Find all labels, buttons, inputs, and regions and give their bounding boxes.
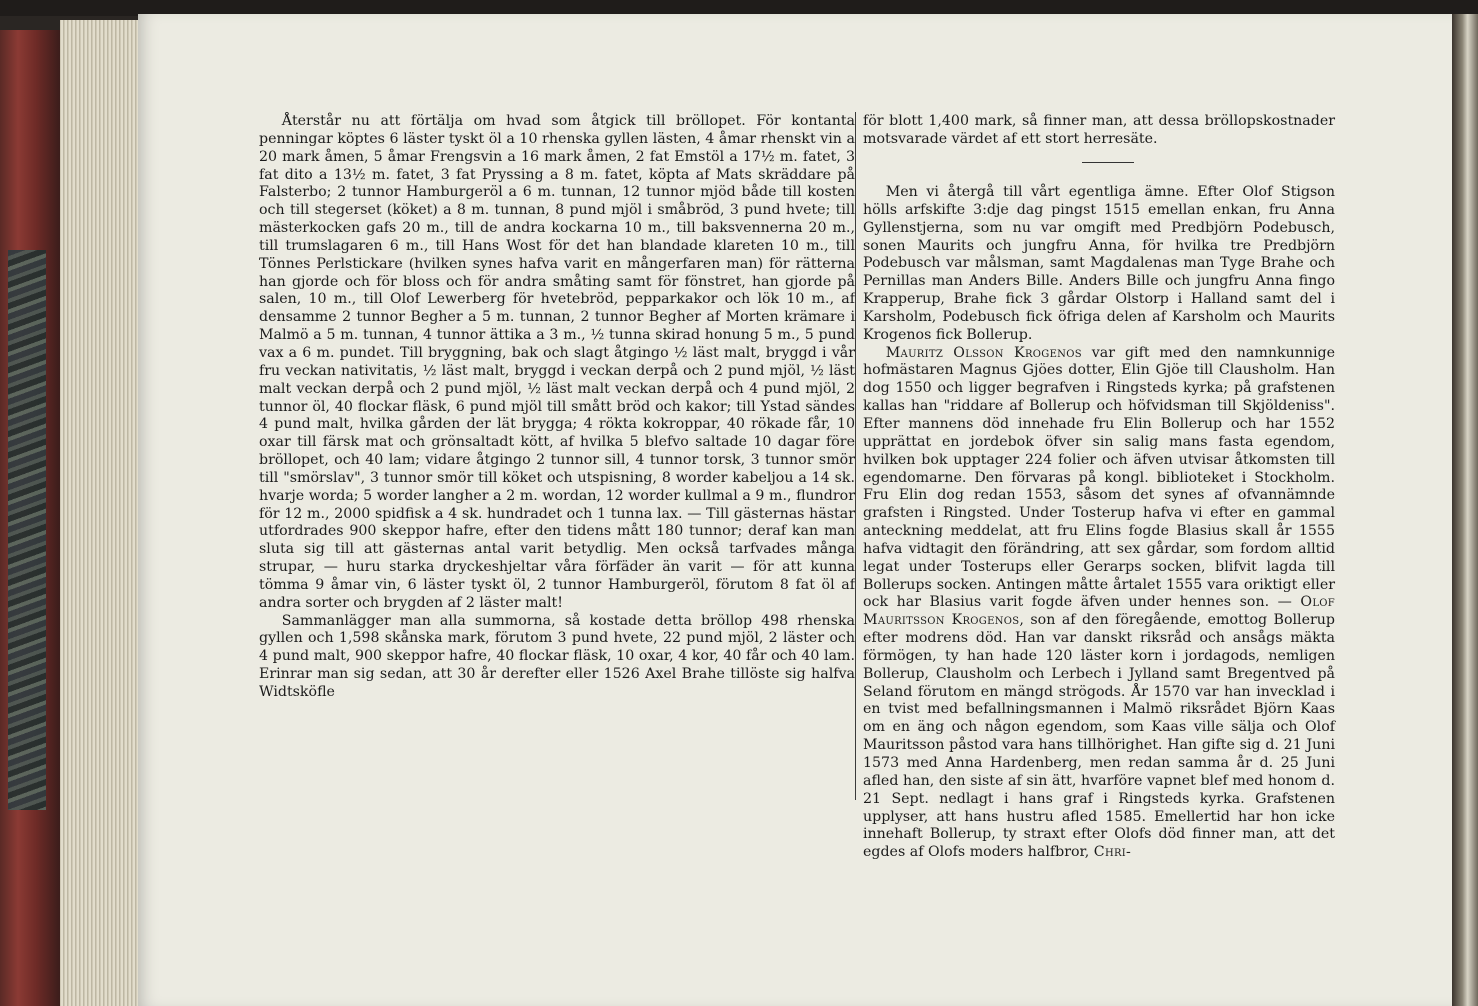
page-edges [60,20,150,1006]
section-rule [1082,162,1134,163]
marbled-endpaper [8,250,46,810]
left-text-column [259,113,855,702]
paragraph-inheritance: Men vi återgå till vårt egentliga ämne. Efter Olof Stigson hölls arfskifte 3:dje dag pingst 1515 emellan enkan, fru Anna Gyllenstjerna, som nu var omgift med Predbjörn Podebusch, sonen Maurits och jungfru Anna, för hvilka tre Predbjörn Podebusch var målsman, samt Magdalenas man Tyge Brahe och Pernillas man Anders Bille. Anders Bille och jungfru Anna fingo Krapperup, Brahe fick 3 gårdar Olstorp i Halland samt del i Karsholm, Podebusch fick öfriga delen af Karsholm och Maurits Krogenos fick Bollerup. [863,184,1335,343]
book-cover-left [0,30,60,1006]
name-olof: Olof Mauritsson Krogenos [863,594,1335,629]
right-column-continuation [863,113,1335,149]
name-mauritz: Mauritz Olsson Krogenos [885,344,1082,361]
paragraph-mauritz [863,345,1335,862]
column-divider [855,112,856,800]
text-olof: , son af den föregående, emottog Bollerup efter modrens död. Han var danskt riksråd och ansågs mäkta förmögen, ty han hade 120 läster korn i jordagods, nemligen Bollerup, Clausholm och Lerbech i Jylland samt Bregentved på Seland förutom en mängd strögods. År 1570 var han invecklad i en tvist med befallningsmannen i Malmö riksrådet Björn Kaas om en äng och någon egendom, som Kaas ville sälja och Olof Mauritsson påstod vara hans tillhörighet. Han gifte sig d. 21 Juni 1573 med Anna Hardenberg, men redan samma år d. 25 Juni afled han, den siste af sin ätt, hvarföre vapnet blef med honom d. 21 Sept. nedlagt i hans graf i Ringsteds kyrka. Grafstenen upplyser, att hans hustru afled 1585. Emellertid har hon icke innehaft Bollerup, ty straxt efter Olofs död finner man, att det egdes af Olofs moders halfbror, [863,612,1335,861]
book-gutter [1452,14,1478,1006]
right-text-column [863,184,1335,862]
text-mauritz: var gift med den namnkunnige hofmästaren Magnus Gjöes dotter, Elin Gjöe till Clausholm. Han dog 1550 och ligger begrafven i Ringsteds kyrka; på grafstenen kallas han "riddare af Bollerup och höfvidsman till Skjöldeniss". Efter mannens död innehade fru Elin Bollerup och har 1552 upprättat en jordebok öfver sin salig mans fasta egendom, hvilken bok upptager 224 folier och äfven utvisar åtkomsten till egendomarne. Den förvaras på kongl. biblioteket i Stockholm. Fru Elin dog redan 1553, såsom det synes af ofvannämnde grafsten i Ringsted. Under Tosterup hafva vi efter en gammal anteckning meddelat, att fru Elins fogde Blasius skall år 1555 hafva vidtagit den förändring, att sex gårdar, som fordom alltid legat under Tosterups eller Gerarps socken, blifvit lagda till Bollerups socken. Antingen måtte årtalet 1555 vara oriktigt eller ock har Blasius varit fogde äfven under hennes son. — [863,344,1335,611]
name-chri: Chri- [1093,844,1132,861]
paragraph-continuation: för blott 1,400 mark, så finner man, att dessa bröllopskostnader motsvarade värdet af ett stort herresäte. [863,113,1335,147]
paragraph-summary: Sammanlägger man alla summorna, så kostade detta bröllop 498 rhenska gyllen och 1,598 skånska mark, förutom 3 pund hvete, 22 pund mjöl, 2 läster och 4 pund malt, 900 skeppor hafre, 40 flockar fläsk, 10 oxar, 4 kor, 40 får och 40 lam. Erinrar man sig sedan, att 30 år derefter eller 1526 Axel Brahe tillöste sig halfva Widtsköfle [259,612,855,700]
paragraph-costs: Återstår nu att förtälja om hvad som åtgick till bröllopet. För kontanta penningar köptes 6 läster tyskt öl a 10 rhenska gyllen lästen, 4 åmar rhenskt vin a 20 mark åmen, 5 åmar Frengsvin a 16 mark åmen, 2 fat Emstöl a 17½ m. fatet, 3 fat dito a 13½ m. fatet, 3 fat Pryssing a 8 m. fatet, köpta af Mats skräddare på Falsterbo; 2 tunnor Hamburgeröl a 6 m. tunnan, 12 tunnor mjöd både till kosten och till stegerset (köket) a 8 m. tunnan, 8 pund mjöl i småbröd, 3 pund hvete; till mästerkocken gafs 20 m., till de andra kockarna 10 m., till baksvennerna 20 m., till trumslagaren 6 m., till Hans Wost för det han blandade klareten 10 m., till Tönnes Perlstickare (hvilken synes hafva varit en mångerfaren man) för rätterna han gjorde och för bloss och för andra småting samt för fönstret, han gjorde på salen, 10 m., till Olof Lewerberg för hvetebröd, pepparkakor och lök 10 m., af densamme 2 tunnor Begher a 5 m. tunnan, 2 tunnor Begher af Morten krämare i Malmö a 5 m. tunnan, 4 tunnor ättika a 3 m., ½ tunna skirad honung 5 m., 5 pund vax a 6 m. pundet. Till bryggning, bak och slagt åtgingo ½ läst malt, bryggd i vår fru veckan nativitatis, ½ läst malt, bryggd i veckan derpå och 2 pund mjöl, ½ läst malt veckan derpå och 2 pund mjöl, ½ läst malt veckan derpå och 4 pund mjöl, 2 tunnor öl, 40 flockar fläsk, 6 pund mjöl till smått bröd och kakor; till Ystad sändes 4 pund malt, hvilka gården der lät brygga; 4 rökta kokroppar, 40 rökade får, 10 oxar till färsk mat och grönsaltadt kött, af hvilka 5 blefvo saltade 10 dagar före bröllopet, och 40 lam; vidare åtgingo 2 tunnor sill, 4 tunnor torsk, 3 tunnor smör till "smörslav", 3 tunnor smör till köket och utspisning, 8 worder kabeljou a 14 sk. hvarje worda; 5 worder langher a 2 m. wordan, 12 worder kullmal a 9 m., flundror för 12 m., 2000 spidfisk a 4 sk. hundradet och 1 tunna lax. — Till gästernas hästar utfordrades 900 skeppor hafre, efter den tidens mått 180 tunnor; deraf kan man sluta sig till att gästernas antal varit betydlig. Men också tarfvades många strupar, — huru starka dryckeshjeltar våra förfäder än varit — för att kunna tömma 9 åmar vin, 6 läster tyskt öl, 2 tunnor Hamburgeröl, förutom 8 fat öl af andra sorter och brygden af 2 läster malt! [259,113,855,611]
